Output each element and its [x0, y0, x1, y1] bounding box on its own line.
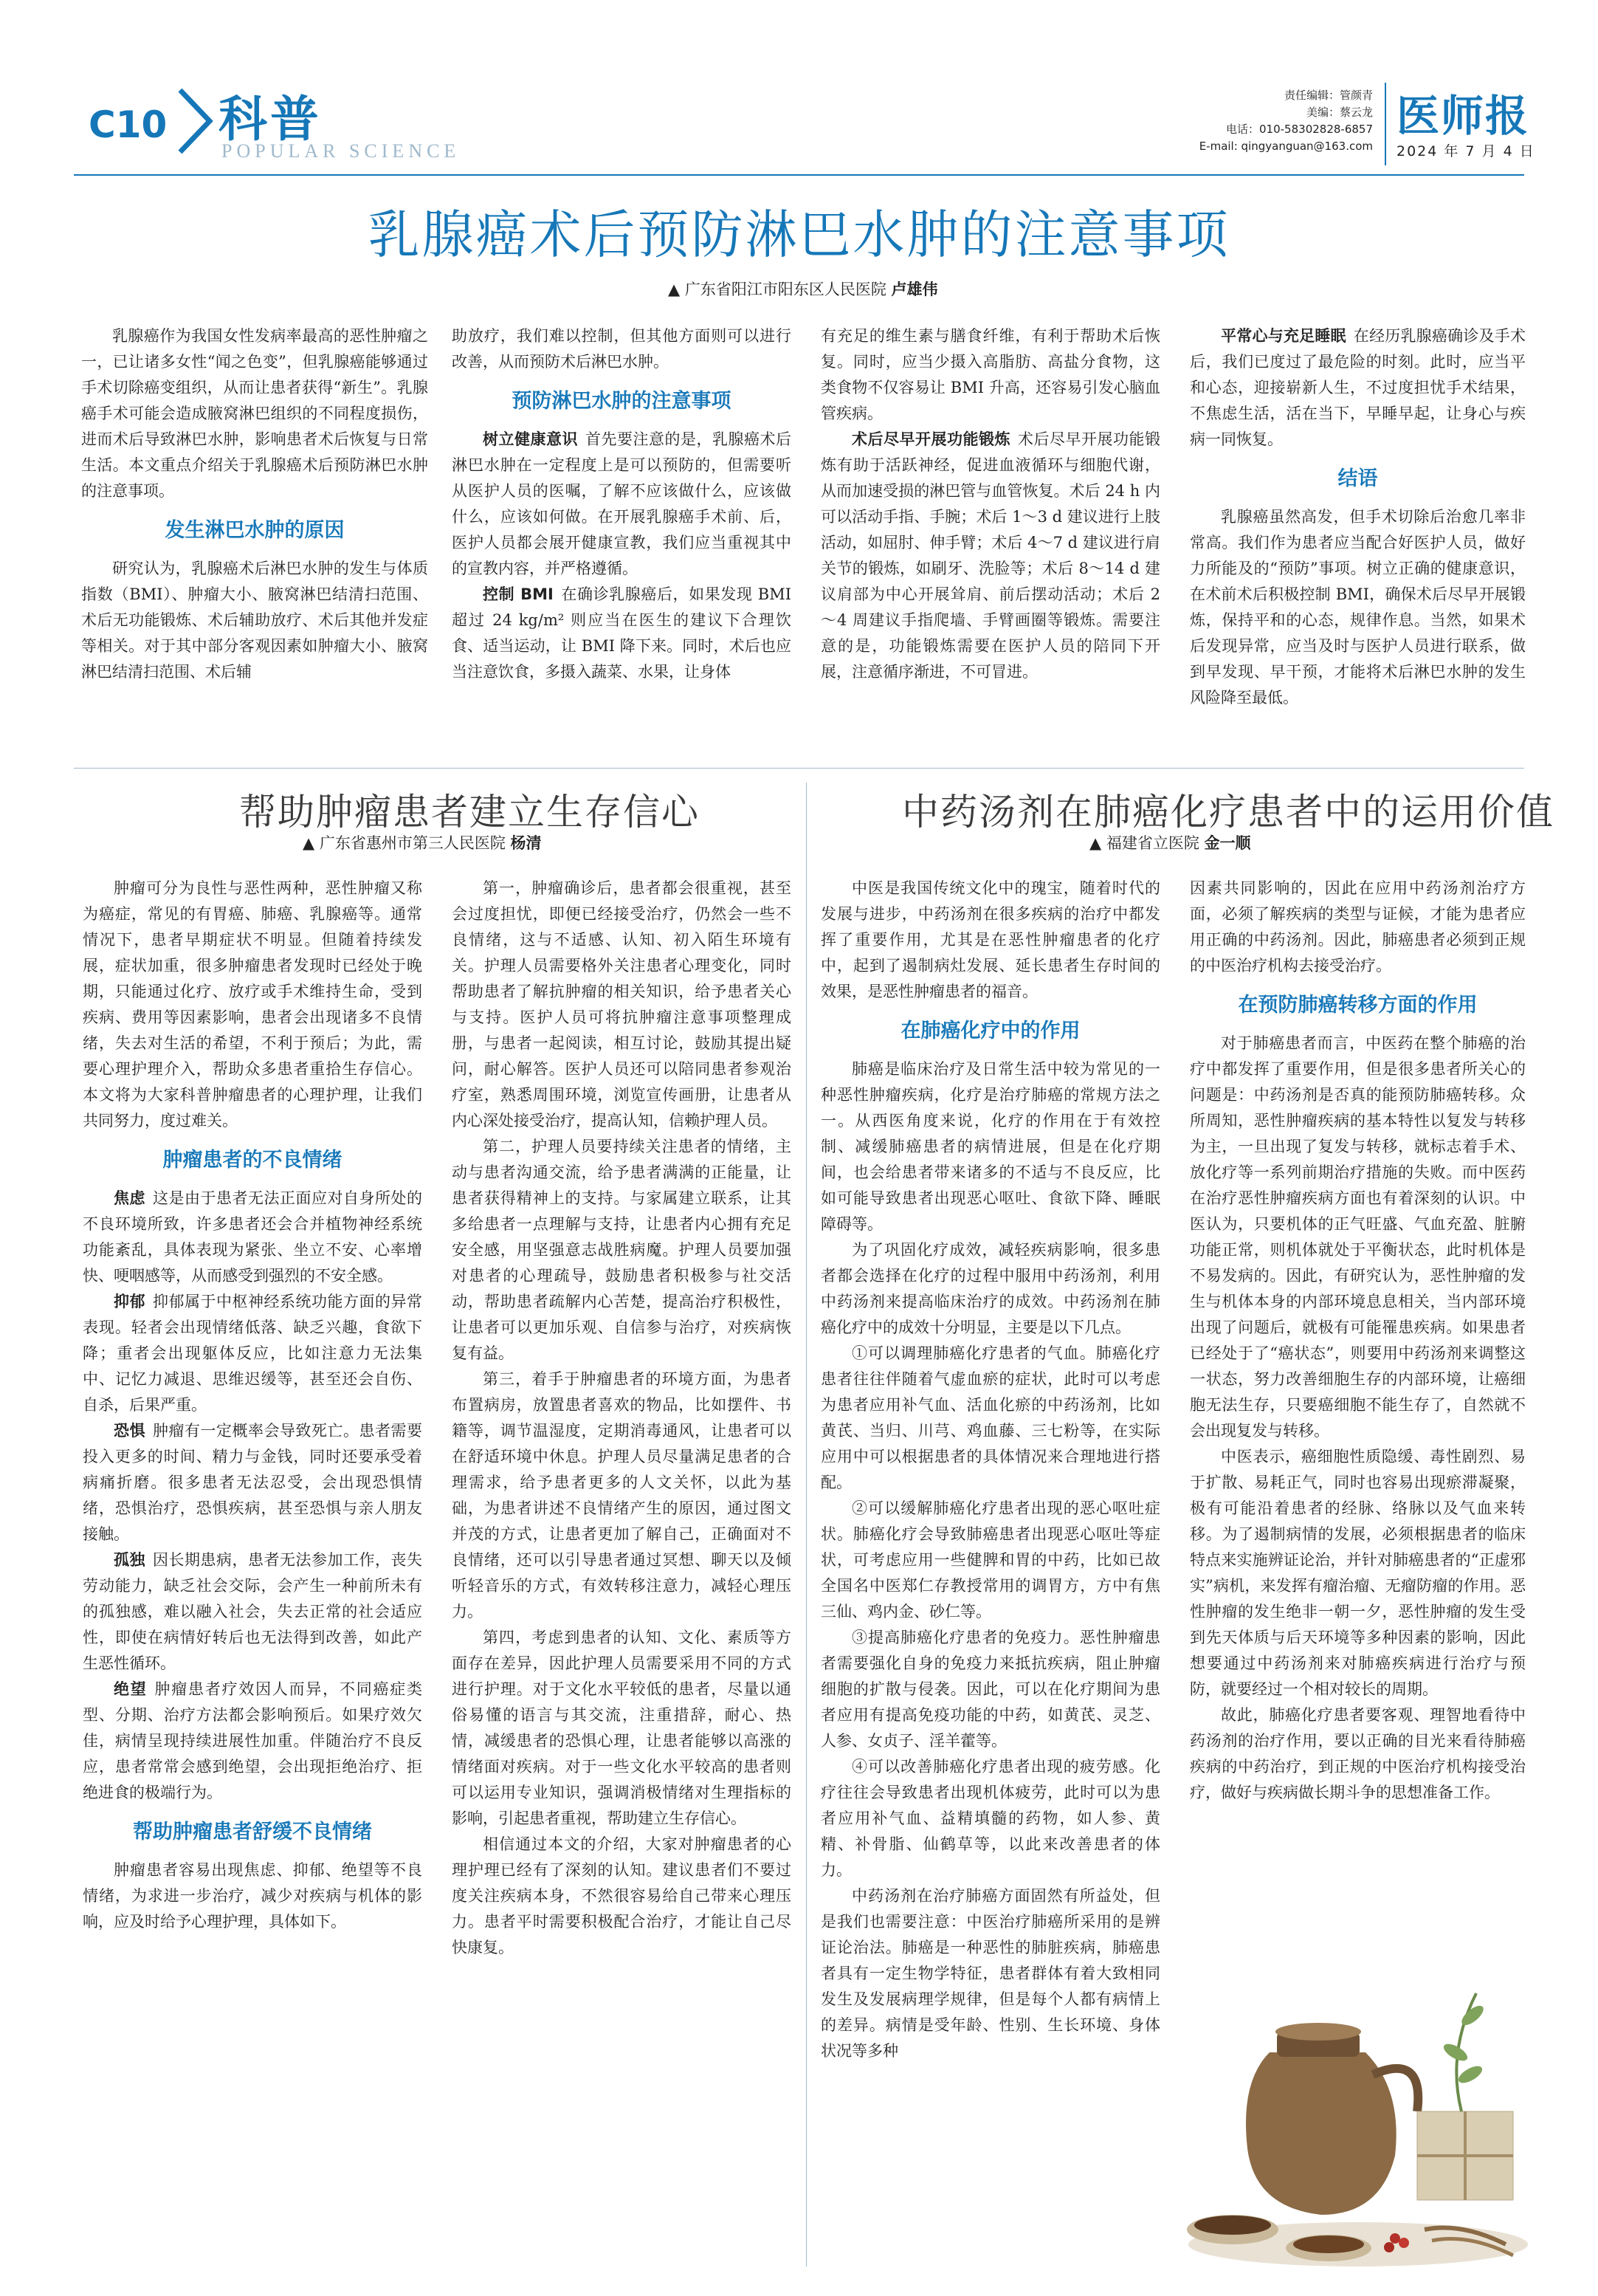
paragraph: ②可以缓解肺癌化疗患者出现的恶心呕吐症状。肺癌化疗会导致肺癌患者出现恶心呕吐等症状，可考虑应用一些健脾和胃的中药，比如已故全国名中医郑仁存教授常用的调胃方，方中有焦三仙、鸡内金、砂仁等。: [821, 1499, 1160, 1620]
paragraph: 因素共同影响的，因此在应用中药汤剂治疗方面，必须了解疾病的类型与证候，才能为患者应用正确的中药汤剂。因此，肺癌患者必须到正规的中医治疗机构去接受治疗。: [1190, 879, 1526, 975]
keyword: 树立健康意识: [483, 430, 578, 448]
paragraph-text: 术后尽早开展功能锻炼有助于活跃神经，促进血液循环与细胞代谢，从而加速受损的淋巴管与血管恢复。术后 24 h 内可以活动手指、手腕；术后 1～3 d 建议进行上肢活动，如屈肘、伸手臂；术后 4～7 d 建议进行肩关节的锻炼，如刷牙、洗脸等；术后 8～14 d 建议肩部为中心开展耸肩、前后摆动活动；术后 2～4 周建议手指爬墙、手臂画圈等锻炼。需要注意的是，功能锻炼需要在医护人员的陪同下开展，注意循序渐进，不可冒进。: [821, 430, 1160, 681]
subheading: 肿瘤患者的不良情绪: [162, 1149, 342, 1172]
subheading: 在肺癌化疗中的作用: [900, 1020, 1081, 1042]
editor-line: 责任编辑：管颜青: [1284, 89, 1373, 102]
herbal-medicine-illustration: [1181, 1964, 1535, 2274]
subheading: 帮助肿瘤患者舒缓不良情绪: [133, 1821, 372, 1843]
paragraph-text: 首先要注意的是，乳腺癌术后淋巴水肿在一定程度上是可以预防的，但需要听从医护人员的医嘱，了解不应该做什么，应该做什么，应该如何做。在开展乳腺癌手术前、后，医护人员都会展开健康宣教，我们应当重视其中的宣教内容，并严格遵循。: [452, 430, 791, 577]
paragraph: [452, 427, 791, 582]
paragraph: 第二，护理人员要持续关注患者的情绪，主动与患者沟通交流，给予患者满满的正能量，让患者获得精神上的支持。与家属建立联系，让其多给患者一点理解与支持，让患者内心拥有充足安全感，用坚强意志战胜病魔。护理人员要加强对患者的心理疏导，鼓励患者积极参与社交活动，帮助患者疏解内心苦楚，提高治疗积极性，让患者可以更加乐观、自信参与治疗，对疾病恢复有益。: [452, 1138, 791, 1362]
article1-column-3: [821, 323, 1160, 685]
subheading: 发生淋巴水肿的原因: [165, 519, 345, 542]
keyword: 控制 BMI: [483, 585, 554, 603]
article2-byline-author: 杨清: [510, 834, 542, 852]
paragraph: 中医表示，癌细胞性质隐缓、毒性剧烈、易于扩散、易耗正气，同时也容易出现瘀滞凝聚，极有可能沿着患者的经脉、络脉以及气血来转移。为了遏制病情的发展，必须根据患者的临床特点来实施辨证论治，并针对肺癌患者的“正虚邪实”病机，来发挥有瘤治瘤、无瘤防瘤的作用。恶性肿瘤的发生绝非一朝一夕，恶性肿瘤的发生受到先天体质与后天环境等多种因素的影响，因此想要通过中药汤剂来对肺癌疾病进行治疗与预防，就要经过一个相对较长的周期。: [1190, 1448, 1526, 1698]
article3-title: 中药汤剂在肺癌化疗患者中的运用价值: [902, 791, 1554, 833]
paragraph-text: 肿瘤有一定概率会导致死亡。患者需要投入更多的时间、精力与金钱，同时还要承受着病痛折磨。很多患者无法忍受，会出现恐惧情绪，恐惧治疗，恐惧疾病，甚至恐惧与亲人朋友接触。: [83, 1422, 422, 1543]
designer-line: 美编：蔡云龙: [1306, 106, 1373, 119]
article3-column-2: [1190, 876, 1526, 1806]
paragraph-text: 在确诊乳腺癌后，如果发现 BMI 超过 24 kg/m² 则应当在医生的建议下合理饮食、适当运动，让 BMI 降下来。同时，术后也应当注意饮食，多摄入蔬菜、水果，让身体: [452, 585, 792, 681]
keyword: 孤独: [114, 1551, 145, 1569]
header-divider: [1385, 83, 1386, 165]
paragraph: ①可以调理肺癌化疗患者的气血。肺癌化疗患者往往伴随着气虚血瘀的症状，此时可以考虑为患者应用补气血、活血化瘀的中药汤剂，比如黄芪、当归、川芎、鸡血藤、三七粉等，在实际应用中可以根据患者的具体情况来合理地进行搭配。: [821, 1344, 1160, 1491]
paragraph: [821, 427, 1160, 685]
paper-logo: 医师报: [1396, 91, 1530, 141]
keyword: 绝望: [114, 1680, 148, 1698]
paragraph: [83, 1418, 422, 1547]
paragraph: 相信通过本文的介绍，大家对肿瘤患者的心理护理已经有了深刻的认知。建议患者们不要过度关注疾病本身，不然很容易给自己带来心理压力。患者平时需要积极配合治疗，才能让自己尽快康复。: [452, 1835, 791, 1956]
paragraph: 第三，着手于肿瘤患者的环境方面，为患者布置病房，放置患者喜欢的物品，比如摆件、书籍等，调节温湿度，定期消毒通风，让患者可以在舒适环境中休息。护理人员尽量满足患者的合理需求，给予患者更多的人文关怀，以此为基础，为患者讲述不良情绪产生的原因，通过图文并茂的方式，让患者更加了解自己，正确面对不良情绪，还可以引导患者通过冥想、聊天以及倾听轻音乐的方式，有效转移注意力，减轻心理压力。: [452, 1370, 791, 1620]
paragraph: [1190, 323, 1526, 453]
article2-column-2: [452, 876, 791, 1961]
paragraph: 肿瘤可分为良性与恶性两种，恶性肿瘤又称为癌症，常见的有胃癌、肺癌、乳腺癌等。通常情况下，患者早期症状不明显。但随着持续发展，症状加重，很多肿瘤患者发现时已经处于晚期，只能通过化疗、放疗或手术维持生命，受到疾病、费用等因素影响，患者会出现诸多不良情绪，失去对生活的希望，不利于预后；为此，需要心理护理介入，帮助众多患者重拾生存信心。本文将为大家科普肿瘤患者的心理护理，让我们共同努力，度过难关。: [83, 879, 422, 1130]
page-number: C10: [89, 103, 168, 146]
paragraph: 有充足的维生素与膳食纤维，有利于帮助术后恢复。同时，应当少摄入高脂肪、高盐分食物，这类食物不仅容易让 BMI 升高，还容易引发心脑血管疾病。: [821, 327, 1160, 422]
article1-column-1: [81, 323, 428, 685]
paragraph: 乳腺癌虽然高发，但手术切除后治愈几率非常高。我们作为患者应当配合好医护人员，做好力所能及的“预防”事项。树立正确的健康意识，在术前术后积极控制 BMI，确保术后尽早开展锻炼，保持平和的心态，规律作息。当然，如果术后发现异常，应当及时与医护人员进行联系，做到早发现、早干预，才能将术后淋巴水肿的发生风险降至最低。: [1190, 508, 1526, 707]
paragraph: 肿瘤患者容易出现焦虑、抑郁、绝望等不良情绪，为求进一步治疗，减少对疾病与机体的影响，应及时给予心理护理，具体如下。: [83, 1861, 422, 1931]
paragraph: 中药汤剂在治疗肺癌方面固然有所益处，但是我们也需要注意：中医治疗肺癌所采用的是辨证论治法。肺癌是一种恶性的肺脏疾病，肺癌患者具有一定生物学特征，患者群体有着大致相同发生及发展病理学规律，但是每个人都有病情上的差异。病情是受年龄、性别、生长环境、身体状况等多种: [821, 1887, 1160, 2060]
article3-byline-org: ▲ 福建省立医院: [1089, 834, 1199, 852]
issue-date: 2024 年 7 月 4 日: [1396, 143, 1535, 159]
article2-byline-org: ▲ 广东省惠州市第三人民医院: [303, 834, 506, 852]
paragraph: [83, 1547, 422, 1677]
phone-line: 电话：010-58302828-6857: [1226, 123, 1373, 136]
paragraph-text: 这是由于患者无法正面应对自身所处的不良环境所致，许多患者还会合并植物神经系统功能紊乱，具体表现为紧张、坐立不安、心率增快、哽咽感等，从而感受到强烈的不安全感。: [83, 1189, 422, 1285]
article3-column-1: [821, 876, 1160, 2064]
paragraph: [83, 1677, 422, 1806]
article1-byline: [668, 278, 938, 300]
keyword: 恐惧: [114, 1422, 145, 1440]
paragraph: [452, 582, 791, 685]
paragraph-text: 因长期患病，患者无法参加工作，丧失劳动能力，缺乏社会交际，会产生一种前所未有的孤独感，难以融入社会，失去正常的社会适应性，即使在病情好转后也无法得到改善，如此产生恶性循环。: [83, 1551, 422, 1672]
paragraph: 为了巩固化疗成效，减轻疾病影响，很多患者都会选择在化疗的过程中服用中药汤剂，利用中药汤剂来提高临床治疗的成效。中药汤剂在肺癌化疗中的成效十分明显，主要是以下几点。: [821, 1241, 1160, 1336]
paragraph: 故此，肺癌化疗患者要客观、理智地看待中药汤剂的治疗作用，要以正确的目光来看待肺癌疾病的中药治疗，到正规的中医治疗机构接受治疗，做好与疾病做长期斗争的思想准备工作。: [1190, 1706, 1526, 1801]
paragraph: ③提高肺癌化疗患者的免疫力。恶性肿瘤患者需要强化自身的免疫力来抵抗疾病，阻止肿瘤细胞的扩散与侵袭。因此，可以在化疗期间为患者应用有提高免疫功能的中药，如黄芪、灵芝、人参、女贞子、淫羊藿等。: [821, 1629, 1160, 1750]
paragraph: ④可以改善肺癌化疗患者出现的疲劳感。化疗往往会导致患者出现机体疲劳，此时可以为患者应用补气血、益精填髓的药物，如人参、黄精、补骨脂、仙鹤草等，以此来改善患者的体力。: [821, 1758, 1160, 1879]
subheading: 预防淋巴水肿的注意事项: [512, 390, 731, 413]
chevron-right-icon: [176, 87, 220, 155]
paragraph-text: 肿瘤患者疗效因人而异，不同癌症类型、分期、治疗方法都会影响预后。如果疗效欠佳，病情呈现持续进展性加重。伴随治疗不良反应，患者常常会感到绝望，会出现拒绝治疗、拒绝进食的极端行为。: [83, 1680, 423, 1801]
paragraph-text: 在经历乳腺癌确诊及手术后，我们已度过了最危险的时刻。此时，应当平和心态，迎接崭新人生，不过度担忧手术结果，不焦虑生活，活在当下，早睡早起，让身心与疾病一同恢复。: [1190, 327, 1526, 448]
article2-title: 帮助肿瘤患者建立生存信心: [239, 791, 700, 833]
article1-column-4: [1190, 323, 1526, 711]
paragraph-text: 抑郁属于中枢神经系统功能方面的异常表现。轻者会出现情绪低落、缺乏兴趣，食欲下降；重者会出现躯体反应，比如注意力无法集中、记忆力减退、思维迟缓等，甚至还会自伤、自杀，后果严重。: [83, 1293, 422, 1414]
paragraph: 第四，考虑到患者的认知、文化、素质等方面存在差异，因此护理人员需要采用不同的方式进行护理。对于文化水平较低的患者，尽量以通俗易懂的语言与其交流，注重措辞，耐心、热情，减缓患者的恐惧心理，让患者能够以高涨的情绪面对疾病。对于一些文化水平较高的患者则可以运用专业知识，强调消极情绪对生理指标的影响，引起患者重视，帮助建立生存信心。: [452, 1629, 791, 1827]
subheading: 结语: [1337, 467, 1378, 490]
subheading: 在预防肺癌转移方面的作用: [1238, 994, 1478, 1017]
paragraph: 对于肺癌患者而言，中医药在整个肺癌的治疗中都发挥了重要作用，但是很多患者所关心的问题是：中药汤剂是否真的能预防肺癌转移。众所周知，恶性肿瘤疾病的基本特性以复发与转移为主，一旦出现了复发与转移，就标志着手术、放化疗等一系列前期治疗措施的失败。而中医药在治疗恶性肿瘤疾病方面也有着深刻的认识。中医认为，只要机体的正气旺盛、气血充盈、脏腑功能正常，则机体就处于平衡状态，此时机体是不易发病的。因此，有研究认为，恶性肿瘤的发生与机体本身的内部环境息息相关，当内部环境出现了问题后，就极有可能罹患疾病。如果患者已经处于了“癌状态”，则要用中药汤剂来调整这一状态，努力改善细胞生存的内部环境，让癌细胞无法生存，只要癌细胞不能生存了，自然就不会出现复发与转移。: [1190, 1034, 1526, 1440]
keyword: 平常心与充足睡眠: [1221, 327, 1346, 345]
article2-column-1: [83, 876, 422, 1935]
article3-byline: [1089, 831, 1251, 853]
paragraph: [83, 1289, 422, 1418]
keyword: 焦虑: [114, 1189, 145, 1207]
section-divider: [74, 768, 1524, 769]
keyword: 术后尽早开展功能锻炼: [852, 430, 1010, 448]
article1-title: 乳腺癌术后预防淋巴水肿的注意事项: [368, 204, 1230, 265]
article3-byline-author: 金一顺: [1204, 834, 1251, 852]
article2-byline: [303, 831, 542, 853]
section-subtitle: POPULAR SCIENCE: [221, 140, 461, 162]
paragraph: 助放疗，我们难以控制，但其他方面则可以进行改善，从而预防术后淋巴水肿。: [452, 327, 791, 371]
section-title: 科普: [218, 91, 322, 148]
article1-column-2: [452, 323, 791, 685]
paragraph: 乳腺癌作为我国女性发病率最高的恶性肿瘤之一，已让诸多女性“闻之色变”，但乳腺癌能够通过手术切除癌变组织，从而让患者获得“新生”。乳腺癌手术可能会造成腋窝淋巴组织的不同程度损伤，进而术后导致淋巴水肿，影响患者术后恢复与日常生活。本文重点介绍关于乳腺癌术后预防淋巴水肿的注意事项。: [81, 327, 428, 500]
paragraph: 肺癌是临床治疗及日常生活中较为常见的一种恶性肿瘤疾病，化疗是治疗肺癌的常规方法之一。从西医角度来说，化疗的作用在于有效控制、减缓肺癌患者的病情进展，但是在化疗期间，也会给患者带来诸多的不适与不良反应，比如可能导致患者出现恶心呕吐、食欲下降、睡眠障碍等。: [821, 1060, 1160, 1233]
editor-info: [1107, 87, 1373, 155]
paragraph: 第一，肿瘤确诊后，患者都会很重视，甚至会过度担忧，即便已经接受治疗，仍然会一些不良情绪，这与不适感、认知、初入陌生环境有关。护理人员需要格外关注患者心理变化，同时帮助患者了解抗肿瘤的相关知识，给予患者关心与支持。医护人员可将抗肿瘤注意事项整理成册，与患者一起阅读，相互讨论，鼓励其提出疑问，耐心解答。医护人员还可以陪同患者参观治疗室，熟悉周围环境，浏览宣传画册，让患者从内心深处接受治疗，提高认知，信赖护理人员。: [452, 879, 791, 1130]
column-divider: [806, 783, 807, 2266]
paragraph: 研究认为，乳腺癌术后淋巴水肿的发生与体质指数（BMI）、肿瘤大小、腋窝淋巴结清扫范围、术后无功能锻炼、术后辅助放疗、术后其他并发症等相关。对于其中部分客观因素如肿瘤大小、腋窝淋巴结清扫范围、术后辅: [81, 560, 428, 681]
paragraph: 中医是我国传统文化中的瑰宝，随着时代的发展与进步，中药汤剂在很多疾病的治疗中都发挥了重要作用，尤其是在恶性肿瘤患者的化疗中，起到了遏制病灶发展、延长患者生存时间的效果，是恶性肿瘤患者的福音。: [821, 879, 1160, 1000]
keyword: 抑郁: [114, 1293, 145, 1310]
article1-byline-author: 卢雄伟: [891, 281, 938, 298]
email-line: E-mail: qingyanguan@163.com: [1199, 140, 1373, 153]
header-rule: [74, 174, 1524, 176]
paragraph: [83, 1186, 422, 1289]
article1-byline-org: ▲ 广东省阳江市阳东区人民医院: [668, 281, 886, 298]
